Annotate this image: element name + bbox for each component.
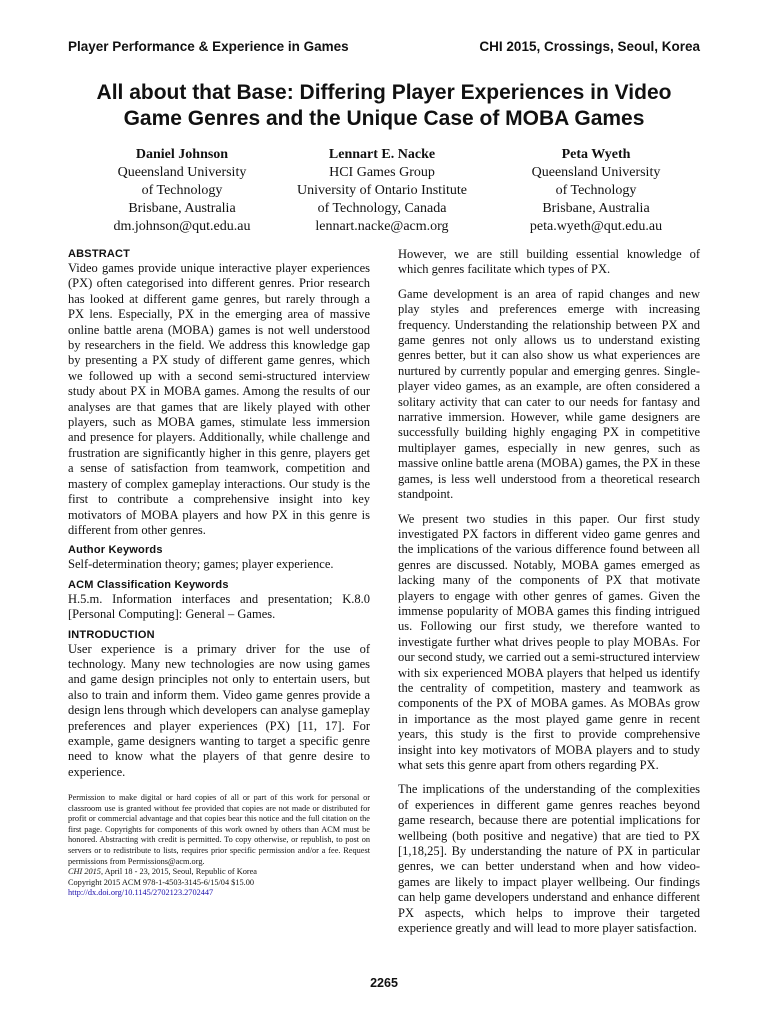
acm-keywords-text: H.5.m. Information interfaces and presentation; K.8.0 [Personal Computing]: General – Games. — [68, 591, 370, 622]
running-header-right: CHI 2015, Crossings, Seoul, Korea — [479, 39, 700, 54]
title-line-2: Game Genres and the Unique Case of MOBA Games — [123, 107, 645, 130]
author-affiliation-line: Queensland University — [531, 165, 661, 180]
author-keywords-text: Self-determination theory; games; player experience. — [68, 557, 334, 572]
conference-name: CHI 2015 — [68, 867, 101, 877]
author-affiliation-line: Queensland University — [117, 165, 247, 180]
author-affiliation-line: of Technology — [141, 183, 223, 198]
conference-line — [68, 867, 370, 878]
introduction-heading: INTRODUCTION — [68, 628, 155, 641]
body-paragraph: However, we are still building essential knowledge of which genres facilitate which types of PX. — [398, 247, 700, 277]
title-line-1: All about that Base: Differing Player Experiences in Video — [96, 81, 672, 104]
right-column — [398, 247, 700, 945]
author-affiliation-line: University of Ontario Institute — [297, 183, 467, 198]
abstract-text: Video games provide unique interactive player experiences (PX) often categorised into different genres. Prior research has looked at different game genres, but rarely through a PX lens. Especially, PX in the emerging area of massive online battle arena (MOBA) games is not well understood by researchers in the field. We address this knowledge gap by presenting a PX study of different game genres, which we followed up with a second semi-structured interview study about PX in MOBA games. Among the results of our analyses are that games that are likely played with other players, such as MOBA games, stimulate less immersion and presence for players. Additionally, while challenge and frustration are significantly higher in this genre, players get a sense of satisfaction from teamwork, competition and mastery of complex gameplay interactions. Our study is the first to contribute a comprehensive insight into key motivators of MOBA players and how PX in this genre is different from other genres. — [68, 261, 370, 537]
author-affiliation-line: Brisbane, Australia — [128, 201, 236, 216]
body-paragraph: The implications of the understanding of the complexities of experiences in different game genres reaches beyond game research, because there are potential implications for wellbeing (both positive and negative) that are tied to PX [1,18,25]. By understanding the nature of PX in particular genres, we can better understand when and how video-games are likely to impact player wellbeing. Our findings can help game developers understand and enhance different PX aspects, which helps to improve their targeted experience greatly and will lead to more player satisfaction. — [398, 782, 700, 936]
author-block-2 — [262, 146, 502, 236]
author-name: Lennart E. Nacke — [328, 147, 436, 162]
author-keywords-heading: Author Keywords — [68, 544, 163, 557]
author-email[interactable]: dm.johnson@qut.edu.au — [113, 219, 251, 234]
author-affiliation-line: Brisbane, Australia — [542, 201, 650, 216]
author-email[interactable]: lennart.nacke@acm.org — [315, 219, 449, 234]
paper-title — [40, 80, 728, 132]
body-paragraph: Game development is an area of rapid changes and new play styles and preferences emerge with increasing frequency. Understanding the relationship between PX and game genres not only allows us to understand existing genres better, but it can also show us what experiences are nurtured by currently popular and emerging genres. Single-player video games, as an example, are often considered a solitary activity that can cater to our needs for fantasy and narrative immersion. However, while game designers are successfully building highly engaging PX in competitive multiplayer games, especially in new genres, such as massive online battle arena (MOBA) games, the PX in these games, is less well understood from a theoretical research standpoint. — [398, 286, 701, 502]
author-block-3 — [476, 146, 716, 236]
author-name: Daniel Johnson — [135, 147, 229, 162]
author-affiliation-line: of Technology, Canada — [317, 201, 447, 216]
abstract-heading: ABSTRACT — [68, 248, 131, 260]
permission-notice: Permission to make digital or hard copies of all or part of this work for personal or classroom use is granted without fee provided that copies are not made or distributed for profit or commercial advantage and that copies bear this notice and the full citation on the first page. Copyrights for components of this work owned by others than ACM must be honored. Abstracting with credit is permitted. To copy otherwise, or republish, to post on servers or to redistribute to lists, requires prior specific permission and/or a fee. Request permissions from Permissions@acm.org. — [68, 793, 370, 866]
introduction-text: User experience is a primary driver for the use of technology. Many new technologies are now using games and game design principles not only to entertain users, but also to train and inform them. Video game genres provide a design lens through which developers can analyse gameplay preferences and player experiences (PX) [11, 17]. For example, game designers wanting to target a specific genre need to know what the players of that genre desire to experience. — [68, 641, 370, 779]
running-header-left: Player Performance & Experience in Games — [68, 39, 349, 54]
author-affiliation-line: of Technology — [555, 183, 637, 198]
author-affiliation-line: HCI Games Group — [329, 165, 435, 180]
copyright-block — [68, 793, 370, 899]
acm-keywords-heading: ACM Classification Keywords — [68, 578, 229, 591]
page-number: 2265 — [370, 976, 398, 990]
conference-details: , April 18 - 23, 2015, Seoul, Republic of Korea — [100, 867, 257, 877]
author-email[interactable]: peta.wyeth@qut.edu.au — [529, 219, 663, 234]
doi-link[interactable]: http://dx.doi.org/10.1145/2702123.2702447 — [68, 888, 214, 898]
author-name: Peta Wyeth — [561, 147, 631, 162]
left-column — [68, 247, 370, 780]
copyright-line: Copyright 2015 ACM 978-1-4503-3145-6/15/04 $15.00 — [68, 877, 254, 887]
body-paragraph: We present two studies in this paper. Our first study investigated PX factors in different video game genres and the implications of the various difference found between all genres are discussed. Notably, MOBA games emerged as lacking many of the components of PX that motivate players to engage with other genres of games. Given the immense popularity of MOBA games this finding intrigued us. Following our first study, we therefore wanted to investigate further what drives people to play MOBAs. For our second study, we carried out a semi-structured interview with six experienced MOBA players that helped us identify the centrality of competition, mastery and teamwork as components of the PX of MOBA games. As MOBAs grow in importance as the most played game genre in recent years, this study is the first to provide comprehensive insight into key motivators of MOBA players and to study what sets this genre apart from others regarding PX. — [398, 511, 700, 772]
